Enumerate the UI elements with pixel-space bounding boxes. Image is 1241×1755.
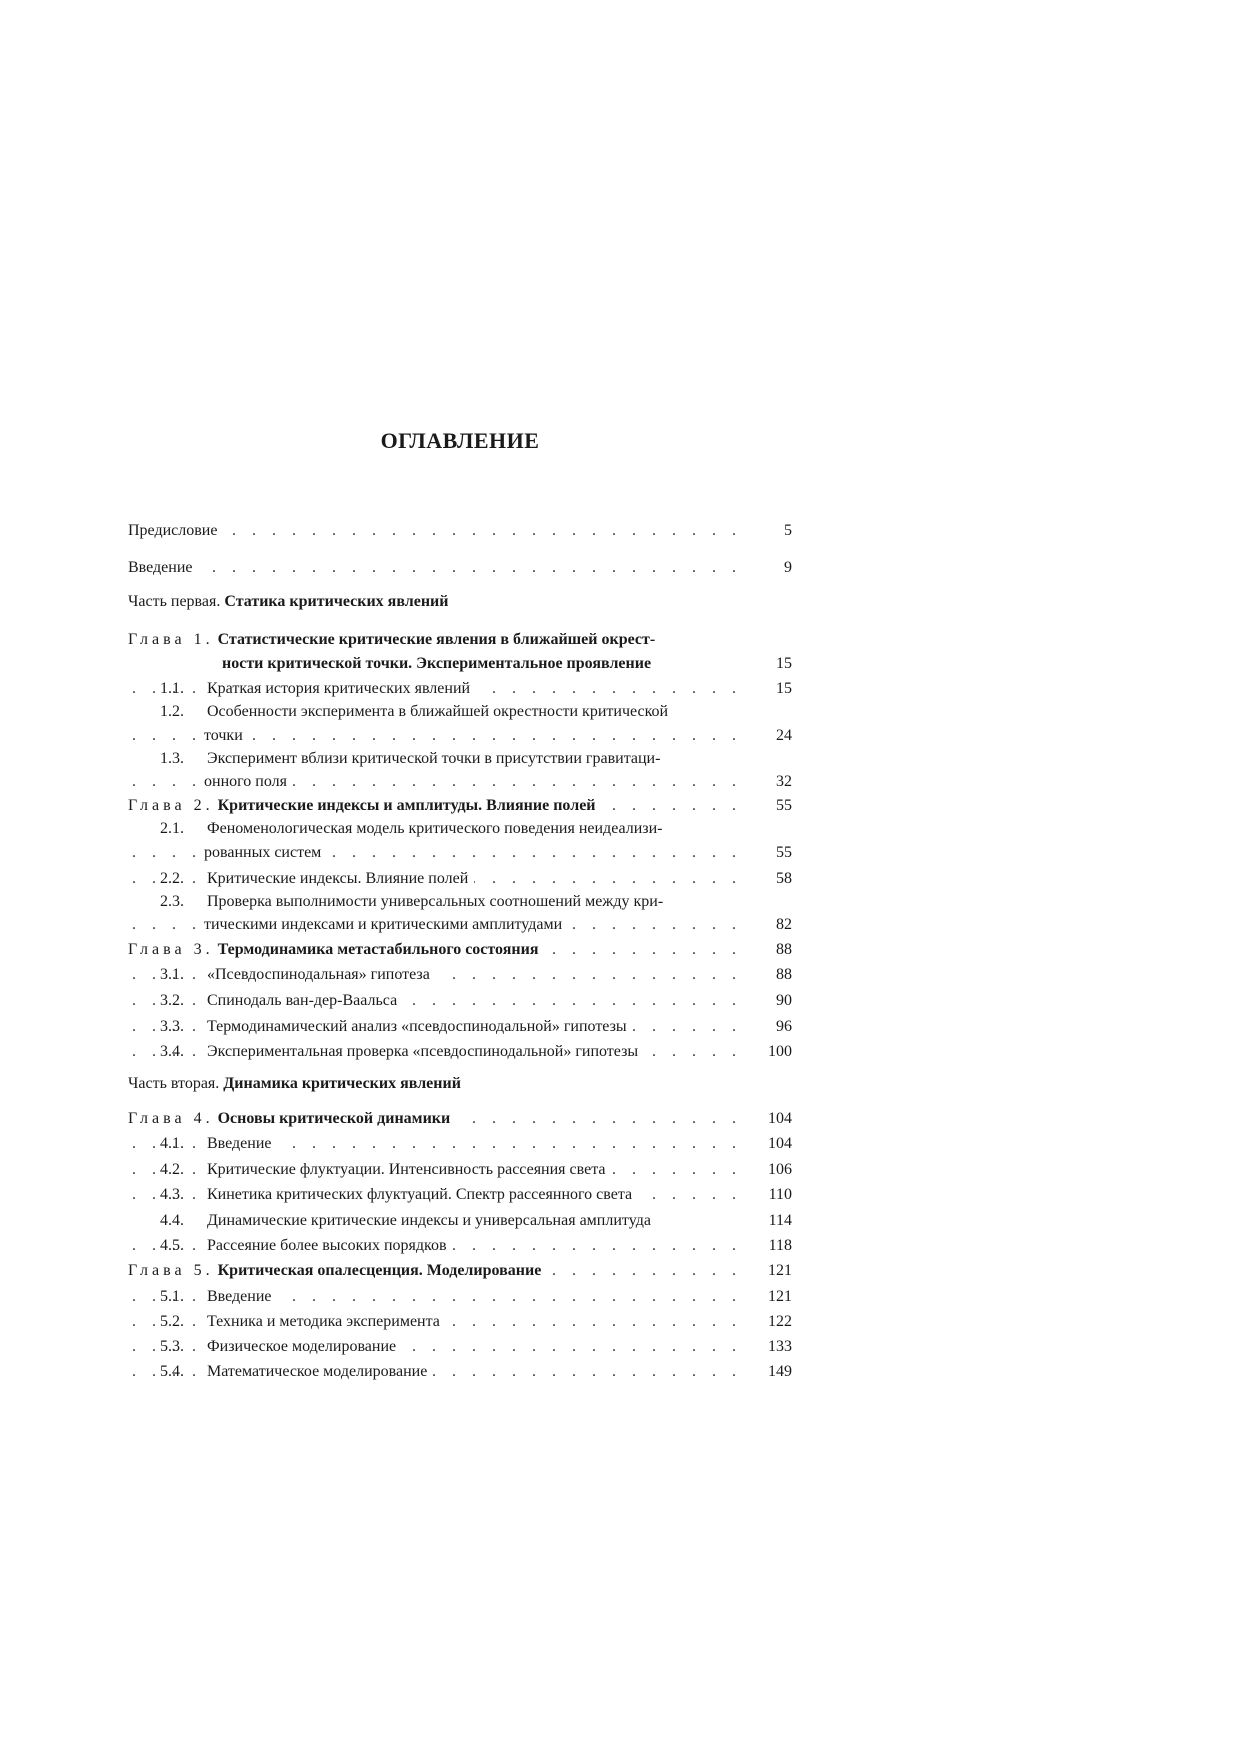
part-label: Часть первая.	[128, 593, 221, 610]
chapter-1-line-2[interactable]	[128, 653, 792, 675]
section-title: Динамические критические индексы и универсальная амплитуда	[207, 1210, 657, 1232]
section-number: 5.1.	[160, 1288, 184, 1305]
page-number: 118	[768, 1237, 792, 1254]
chapter-1-line-1[interactable]	[128, 631, 655, 649]
section-2-2[interactable]	[128, 868, 792, 890]
section-number: 5.2.	[160, 1313, 184, 1330]
page-number: 122	[768, 1313, 792, 1330]
section-title-cont: тическими индексами и критическими амплитудами	[204, 914, 568, 936]
section-5-1[interactable]	[128, 1286, 792, 1308]
entry-title: Введение	[128, 557, 199, 579]
section-title: Экспериментальная проверка «псевдоспинодальной» гипотезы	[207, 1041, 644, 1063]
section-title: Эксперимент вблизи критической точки в присутствии гравитаци-	[207, 750, 661, 767]
page-number: 15	[776, 655, 792, 672]
chapter-title: Критические индексы и амплитуды. Влияние полей	[217, 797, 596, 814]
section-3-2[interactable]	[128, 990, 792, 1012]
chapter-3[interactable]	[128, 939, 792, 961]
section-1-1[interactable]	[128, 678, 792, 700]
chapter-title: Термодинамика метастабильного состояния	[217, 941, 539, 958]
page-number: 104	[768, 1135, 792, 1152]
section-number: 1.1.	[160, 680, 184, 697]
section-number: 3.2.	[160, 992, 184, 1009]
section-5-3[interactable]	[128, 1336, 792, 1358]
section-title: Введение	[207, 1133, 278, 1155]
chapter-2[interactable]	[128, 795, 792, 817]
chapter-title: Основы критической динамики	[217, 1110, 451, 1127]
section-title-cont: онного поля	[204, 771, 293, 793]
chapter-prefix: Глава 2.	[128, 797, 214, 814]
section-title: Математическое моделирование	[207, 1361, 433, 1383]
page-number: 110	[768, 1186, 792, 1203]
section-title: Критические флуктуации. Интенсивность рассеяния света	[207, 1159, 612, 1181]
part-title: Статика критических явлений	[224, 593, 449, 610]
section-number: 4.3.	[160, 1186, 184, 1203]
section-2-1-line-2[interactable]	[128, 842, 792, 864]
page-number: 24	[776, 727, 792, 744]
section-number: 4.4.	[160, 1212, 184, 1229]
page-number: 90	[776, 992, 792, 1009]
page-number: 114	[768, 1212, 792, 1229]
section-title: Термодинамический анализ «псевдоспинодальной» гипотезы	[207, 1016, 633, 1038]
section-1-2-line-1[interactable]	[160, 703, 669, 721]
chapter-title-cont: ности критической точки. Экспериментальное проявление	[222, 653, 657, 675]
section-title: Феноменологическая модель критического поведения неидеализи-	[207, 820, 663, 837]
section-title: Критические индексы. Влияние полей	[207, 868, 474, 890]
page-number: 106	[768, 1161, 792, 1178]
section-title: Особенности эксперимента в ближайшей окрестности критической	[207, 703, 669, 720]
entry-title: Предисловие	[128, 520, 223, 542]
section-title: Кинетика критических флуктуаций. Спектр рассеянного света	[207, 1184, 638, 1206]
page-number: 15	[776, 680, 792, 697]
part-label: Часть вторая.	[128, 1075, 220, 1092]
section-number: 4.1.	[160, 1135, 184, 1152]
section-4-3[interactable]	[128, 1184, 792, 1206]
page-title: ОГЛАВЛЕНИЕ	[380, 428, 540, 453]
section-title-cont: точки	[204, 725, 249, 747]
section-number: 4.2.	[160, 1161, 184, 1178]
section-title: Введение	[207, 1286, 278, 1308]
chapter-4[interactable]	[128, 1108, 792, 1130]
section-title-cont: рованных систем	[204, 842, 327, 864]
section-3-4[interactable]	[128, 1041, 792, 1063]
page-number: 121	[768, 1262, 792, 1279]
chapter-prefix: Глава 5.	[128, 1262, 214, 1279]
page-number: 55	[776, 797, 792, 814]
page-number: 149	[768, 1363, 792, 1380]
chapter-prefix: Глава 3.	[128, 941, 214, 958]
page-number: 88	[776, 966, 792, 983]
page-number: 55	[776, 844, 792, 861]
chapter-prefix: Глава 4.	[128, 1110, 214, 1127]
section-number: 3.4.	[160, 1043, 184, 1060]
section-4-4[interactable]	[128, 1210, 792, 1232]
section-number: 2.3.	[160, 893, 184, 910]
section-3-3[interactable]	[128, 1016, 792, 1038]
section-title: Краткая история критических явлений	[207, 678, 476, 700]
toc-entry-preface[interactable]	[128, 520, 792, 542]
page-number: 100	[768, 1043, 792, 1060]
page-number: 58	[776, 870, 792, 887]
section-5-4[interactable]	[128, 1361, 792, 1383]
section-4-2[interactable]	[128, 1159, 792, 1181]
section-1-2-line-2[interactable]	[128, 725, 792, 747]
page-number: 121	[768, 1288, 792, 1305]
section-2-1-line-1[interactable]	[160, 820, 663, 838]
section-2-3-line-1[interactable]	[160, 893, 664, 911]
section-title: Техника и методика эксперимента	[207, 1311, 446, 1333]
chapter-5[interactable]	[128, 1260, 792, 1282]
section-4-1[interactable]	[128, 1133, 792, 1155]
section-2-3-line-2[interactable]	[128, 914, 792, 936]
section-title: Спинодаль ван-дер-Ваальса	[207, 990, 403, 1012]
section-title: Проверка выполнимости универсальных соотношений между кри-	[207, 893, 664, 910]
section-1-3-line-1[interactable]	[160, 750, 661, 768]
section-number: 5.4.	[160, 1363, 184, 1380]
section-title: «Псевдоспинодальная» гипотеза	[207, 964, 436, 986]
page-number: 96	[776, 1018, 792, 1035]
page-number: 5	[784, 522, 792, 539]
section-3-1[interactable]	[128, 964, 792, 986]
section-title: Рассеяние более высоких порядков	[207, 1235, 453, 1257]
section-number: 3.1.	[160, 966, 184, 983]
section-number: 2.2.	[160, 870, 184, 887]
section-title: Физическое моделирование	[207, 1336, 402, 1358]
page-number: 9	[784, 559, 792, 576]
part-title: Динамика критических явлений	[223, 1075, 461, 1092]
toc-entry-introduction[interactable]	[128, 557, 792, 579]
page-number: 104	[768, 1110, 792, 1127]
section-number: 1.2.	[160, 703, 184, 720]
page-number: 32	[776, 773, 792, 790]
section-1-3-line-2[interactable]	[128, 771, 792, 793]
part-heading-2	[128, 1075, 461, 1093]
section-number: 5.3.	[160, 1338, 184, 1355]
page-number: 88	[776, 941, 792, 958]
chapter-title: Статистические критические явления в ближайшей окрест-	[217, 631, 656, 648]
section-number: 4.5.	[160, 1237, 184, 1254]
part-heading-1	[128, 593, 449, 611]
page-number: 82	[776, 916, 792, 933]
chapter-title: Критическая опалесценция. Моделирование	[217, 1262, 542, 1279]
section-number: 3.3.	[160, 1018, 184, 1035]
chapter-prefix: Глава 1.	[128, 631, 214, 648]
section-number: 2.1.	[160, 820, 184, 837]
section-number: 1.3.	[160, 750, 184, 767]
page-number: 133	[768, 1338, 792, 1355]
section-4-5[interactable]	[128, 1235, 792, 1257]
section-5-2[interactable]	[128, 1311, 792, 1333]
